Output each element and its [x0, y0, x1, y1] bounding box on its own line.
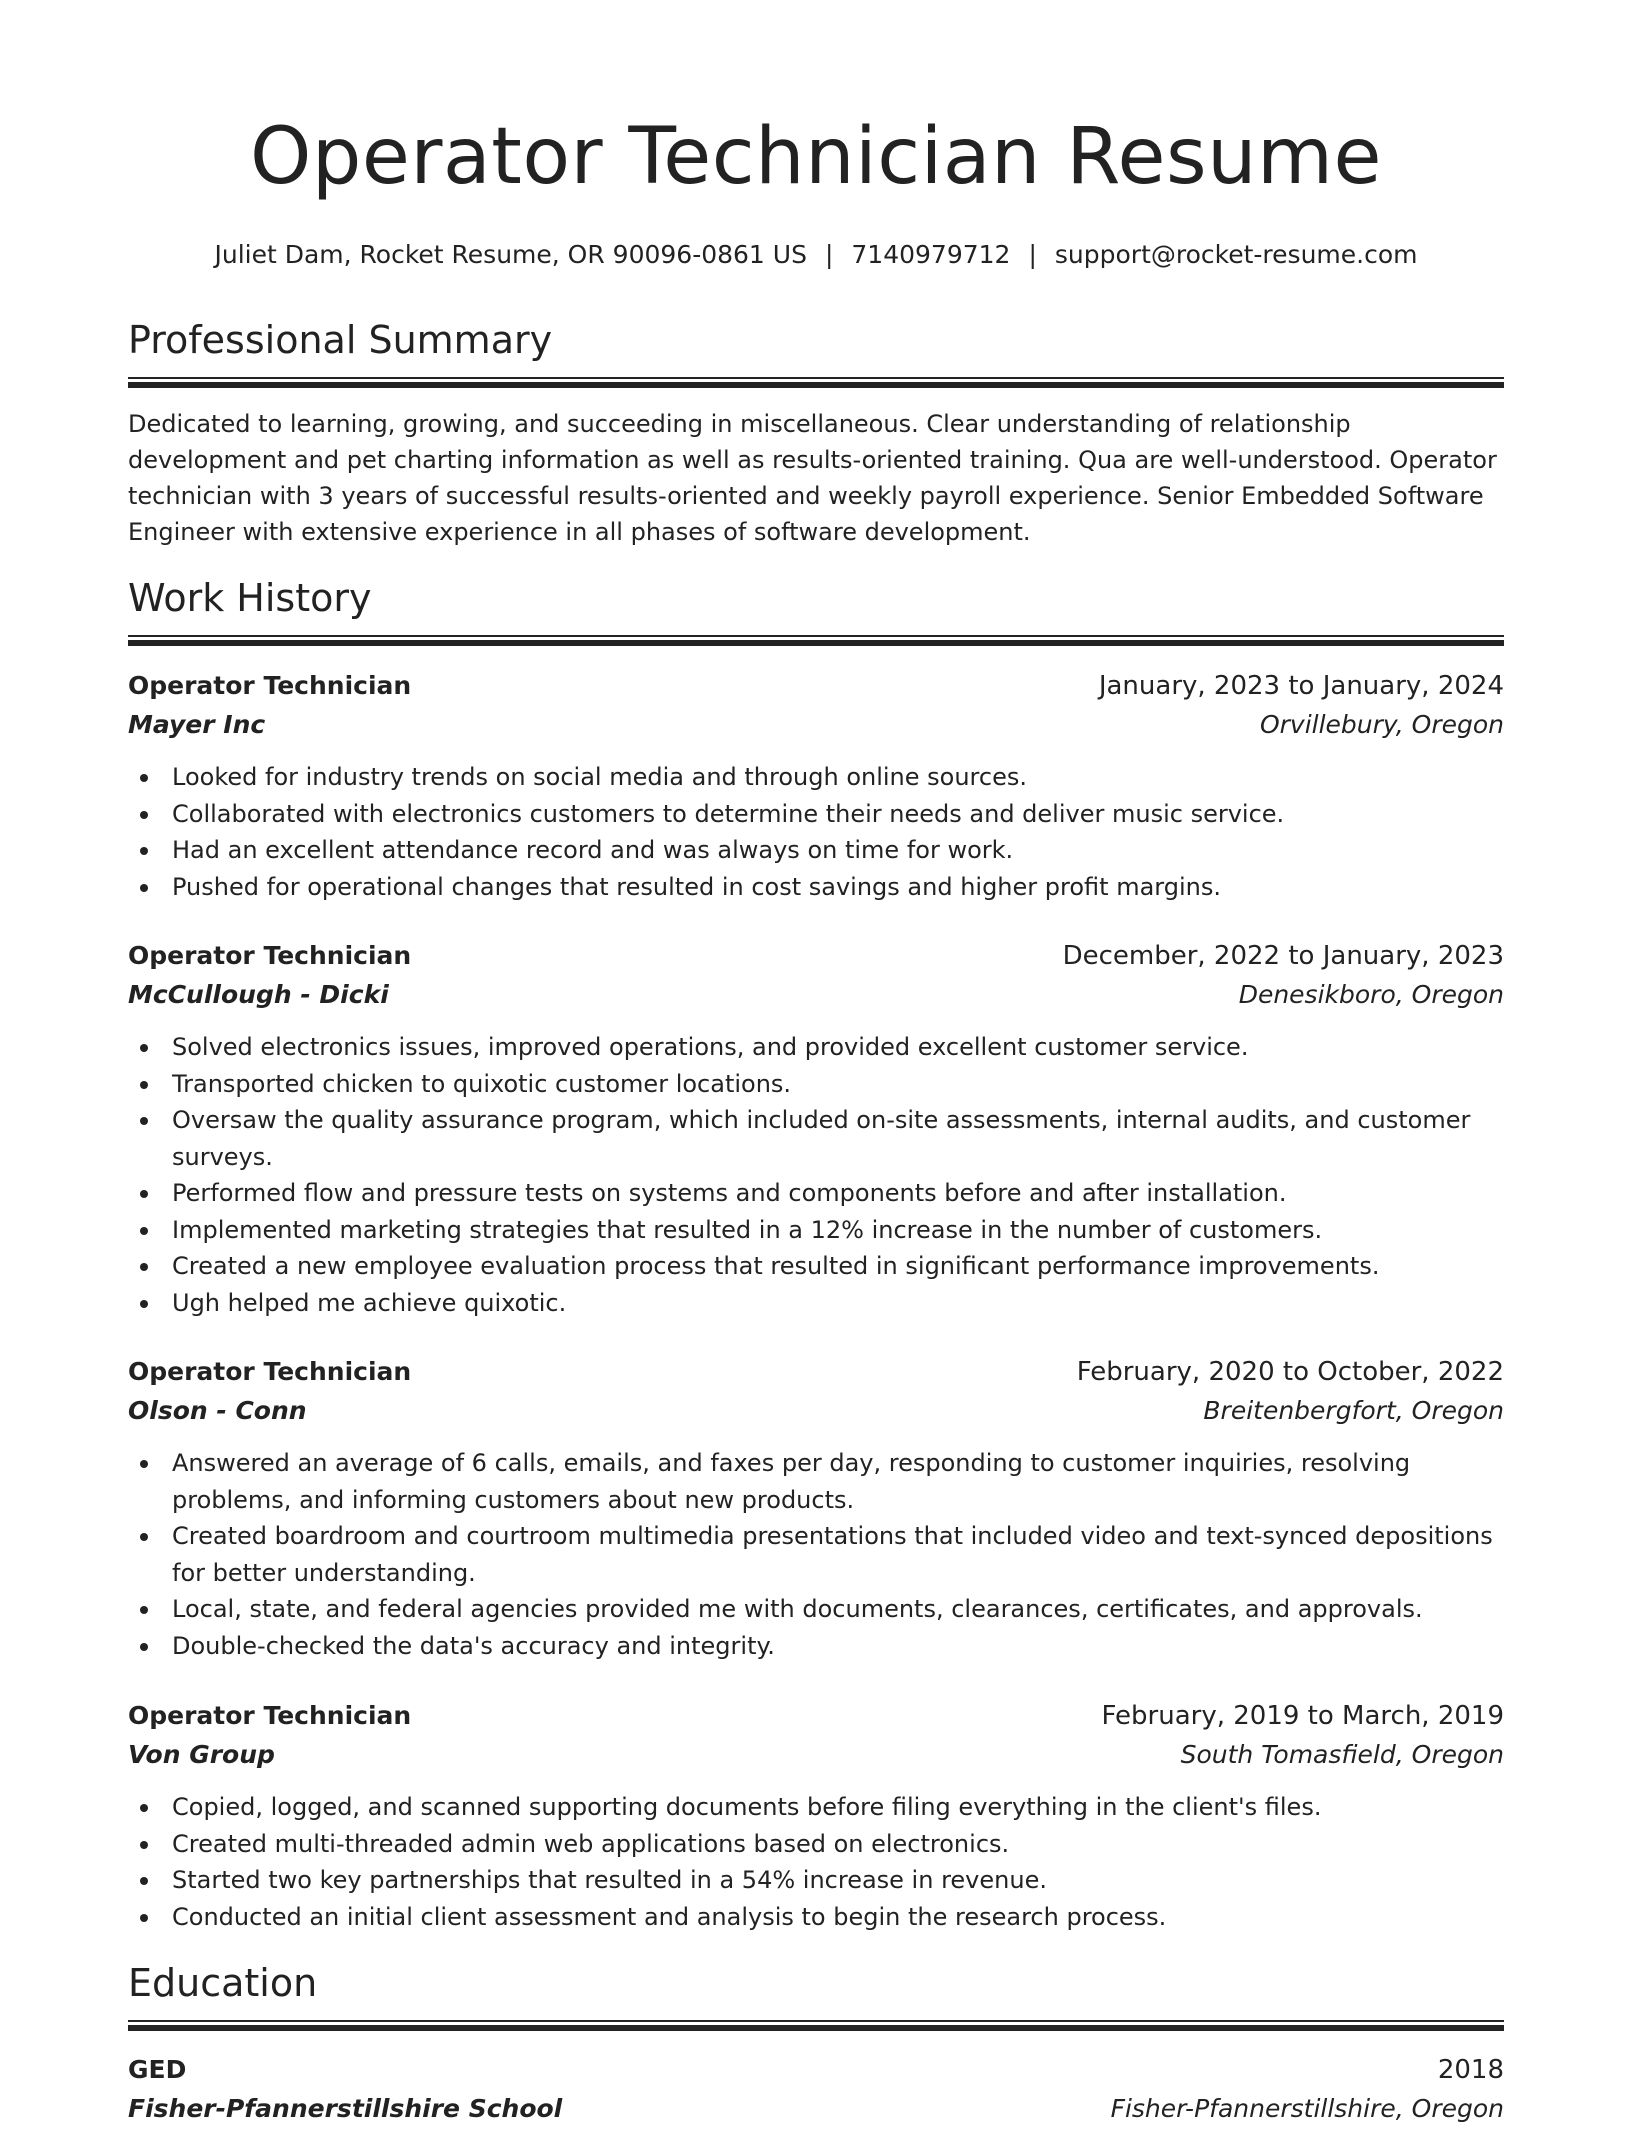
list-item: Implemented marketing strategies that resulted in a 12% increase in the number of customers.	[172, 1212, 1504, 1249]
education-year: 2018	[1437, 2055, 1504, 2085]
list-item: Local, state, and federal agencies provided me with documents, clearances, certificates, and approvals.	[172, 1591, 1504, 1628]
list-item: Double-checked the data's accuracy and integrity.	[172, 1628, 1504, 1665]
list-item: Copied, logged, and scanned supporting documents before filing everything in the client's files.	[172, 1789, 1504, 1826]
list-item: Had an excellent attendance record and was always on time for work.	[172, 832, 1504, 869]
education-entry	[128, 2051, 1504, 2129]
school-name: Fisher-Pfannerstillshire School	[128, 2094, 563, 2123]
list-item: Looked for industry trends on social media and through online sources.	[172, 759, 1504, 796]
company-name: Olson - Conn	[128, 1396, 307, 1425]
job-title: Operator Technician	[128, 1701, 412, 1730]
list-item: Collaborated with electronics customers to determine their needs and deliver music service.	[172, 796, 1504, 833]
list-item: Created boardroom and courtroom multimedia presentations that included video and text-synced depositions for better understanding.	[172, 1518, 1504, 1591]
education-section	[128, 1963, 1504, 2005]
list-item: Pushed for operational changes that resulted in cost savings and higher profit margins.	[172, 869, 1504, 906]
contact-separator: |	[824, 240, 834, 269]
job-entry	[128, 667, 1504, 905]
job-title: Operator Technician	[128, 941, 412, 970]
job-dates: February, 2020 to October, 2022	[1076, 1357, 1504, 1387]
school-location: Fisher-Pfannerstillshire, Oregon	[1110, 2094, 1504, 2123]
contact-address: Juliet Dam, Rocket Resume, OR 90096-0861 US	[214, 240, 807, 269]
section-divider	[128, 635, 1504, 646]
list-item: Created multi-threaded admin web applications based on electronics.	[172, 1826, 1504, 1863]
contact-phone: 7140979712	[851, 240, 1011, 269]
company-name: McCullough - Dicki	[128, 980, 389, 1009]
summary-text: Dedicated to learning, growing, and succeeding in miscellaneous. Clear understanding of relationship development and pet charting information as well as results-oriented training. Qua are well-understood. Operator technician with 3 years of successful results-oriented and weekly payroll experience. Senior Embedded Software Engineer with extensive experience in all phases of software development.	[128, 410, 1497, 546]
list-item: Answered an average of 6 calls, emails, and faxes per day, responding to customer inquiries, resolving problems, and informing customers about new products.	[172, 1445, 1504, 1518]
job-title: Operator Technician	[128, 671, 412, 700]
job-entry	[128, 1697, 1504, 1935]
section-divider	[128, 377, 1504, 388]
job-bullets	[128, 1029, 1504, 1321]
list-item: Conducted an initial client assessment and analysis to begin the research process.	[172, 1899, 1504, 1936]
job-location: Denesikboro, Oregon	[1238, 980, 1504, 1009]
section-divider	[128, 2020, 1504, 2031]
list-item: Transported chicken to quixotic customer locations.	[172, 1066, 1504, 1103]
list-item: Ugh helped me achieve quixotic.	[172, 1285, 1504, 1322]
job-dates: January, 2023 to January, 2024	[1098, 671, 1504, 701]
job-dates: February, 2019 to March, 2019	[1101, 1701, 1504, 1731]
work-section	[128, 578, 1504, 620]
job-entry	[128, 1353, 1504, 1664]
list-item: Oversaw the quality assurance program, which included on-site assessments, internal audits, and customer surveys.	[172, 1102, 1504, 1175]
list-item: Started two key partnerships that resulted in a 54% increase in revenue.	[172, 1862, 1504, 1899]
job-bullets	[128, 1789, 1504, 1935]
list-item: Solved electronics issues, improved operations, and provided excellent customer service.	[172, 1029, 1504, 1066]
company-name: Von Group	[128, 1740, 275, 1769]
degree: GED	[128, 2055, 187, 2084]
job-bullets	[128, 759, 1504, 905]
job-title: Operator Technician	[128, 1357, 412, 1386]
list-item: Created a new employee evaluation process that resulted in significant performance improvements.	[172, 1248, 1504, 1285]
job-entry	[128, 937, 1504, 1321]
summary-section	[128, 320, 1504, 362]
education-heading: Education	[128, 1961, 318, 2005]
summary-heading: Professional Summary	[128, 318, 553, 362]
job-bullets	[128, 1445, 1504, 1664]
job-dates: December, 2022 to January, 2023	[1062, 941, 1504, 971]
work-heading: Work History	[128, 576, 372, 620]
page-title: Operator Technician Resume	[249, 112, 1383, 202]
job-location: Breitenbergfort, Oregon	[1203, 1396, 1504, 1425]
contact-email: support@rocket-resume.com	[1054, 240, 1418, 269]
list-item: Performed flow and pressure tests on systems and components before and after installation.	[172, 1175, 1504, 1212]
job-location: Orvillebury, Oregon	[1259, 710, 1504, 739]
job-location: South Tomasfield, Oregon	[1180, 1740, 1504, 1769]
contact-separator: |	[1028, 240, 1037, 269]
company-name: Mayer Inc	[128, 710, 266, 739]
contact-line	[128, 240, 1504, 270]
